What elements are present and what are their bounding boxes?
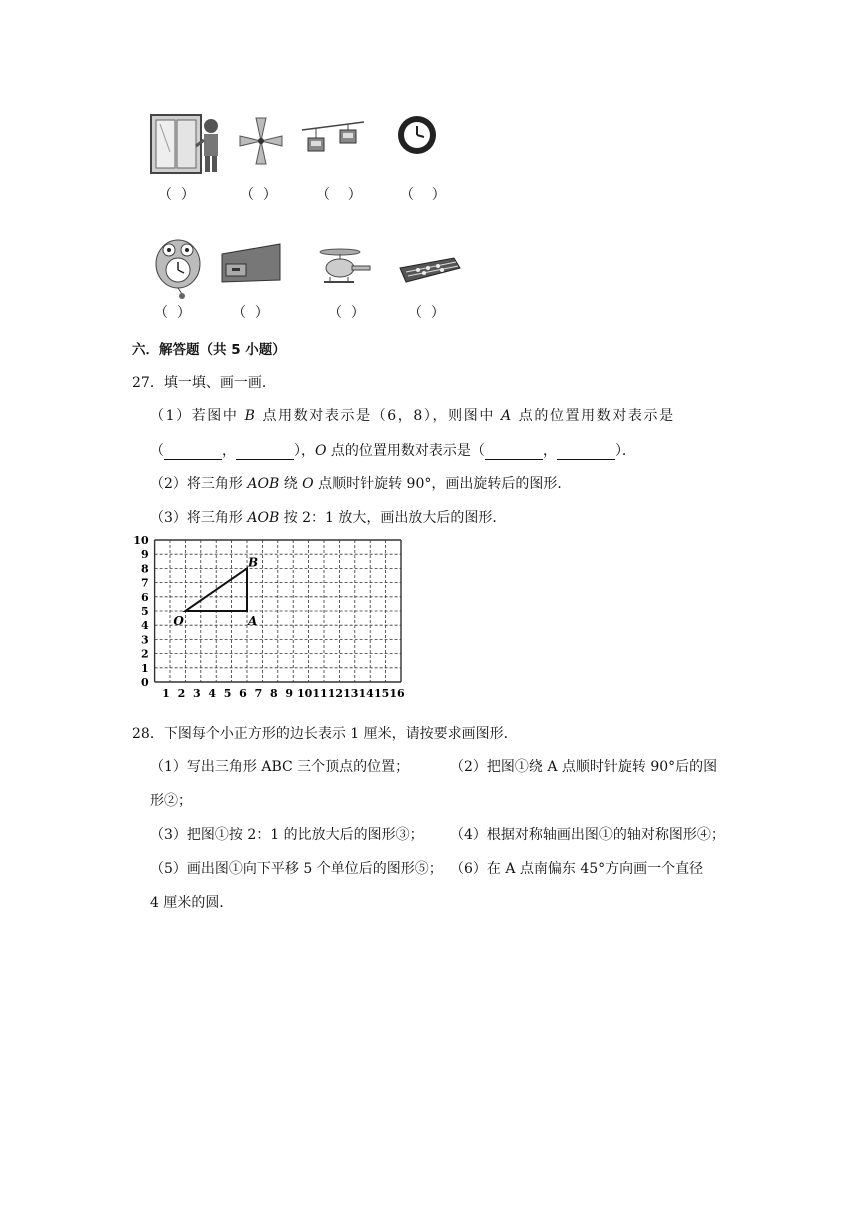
answer-paren: （ ） <box>408 305 445 321</box>
question-27-part2 <box>150 473 571 493</box>
text-span: ）， <box>294 443 315 459</box>
text-span: （1）若图中 <box>150 408 245 424</box>
windmill-icon <box>238 116 284 166</box>
abacus-icon <box>398 254 462 288</box>
answer-paren: （ ） <box>232 305 269 321</box>
text-span: ， <box>542 443 557 459</box>
answer-paren: （ ） <box>240 187 277 203</box>
x-tick-label: 11 <box>312 687 328 700</box>
x-tick-label: 9 <box>285 687 294 700</box>
question-27-part3 <box>150 507 506 527</box>
x-tick-label: 8 <box>269 687 278 700</box>
point-a-label: A <box>500 408 513 424</box>
x-tick-label: 4 <box>208 687 217 700</box>
x-tick-label: 16 <box>389 687 405 700</box>
answer-paren: （ ） <box>316 187 362 203</box>
y-tick-label: 6 <box>140 590 149 604</box>
y-tick-label: 9 <box>140 548 149 562</box>
y-tick-label: 1 <box>140 661 149 675</box>
y-tick-label: 3 <box>140 633 149 647</box>
text-span: （3）将三角形 <box>150 510 248 526</box>
text-span: （ <box>150 443 164 459</box>
drawer-icon <box>220 242 282 288</box>
question-28-part3: （3）把图①按 2：1 的比放大后的图形③； <box>150 827 424 843</box>
wall-clock-icon <box>396 114 438 156</box>
text-span: 点顺时针旋转 90°，画出旋转后的图形． <box>313 476 572 492</box>
question-28-title: 28．下图每个小正方形的边长表示 1 厘米，请按要求画图形． <box>132 726 518 742</box>
x-tick-label: 7 <box>254 687 263 700</box>
triangle-aob <box>185 568 247 611</box>
x-tick-label: 13 <box>343 687 359 700</box>
point-o-label: O <box>302 476 314 492</box>
x-tick-label: 6 <box>239 687 247 700</box>
x-tick-label: 2 <box>177 687 186 700</box>
text-span: ）． <box>614 443 636 459</box>
y-tick-label: 10 <box>133 534 149 547</box>
coordinate-grid <box>133 532 424 712</box>
y-tick-label: 7 <box>140 576 149 590</box>
cable-car-icon <box>300 116 366 156</box>
x-tick-label: 12 <box>327 687 344 700</box>
question-28-part4: （4）根据对称轴画出图①的轴对称图形④； <box>450 827 725 843</box>
question-28-part2-cont: 形②； <box>150 793 192 809</box>
y-tick-label: 0 <box>140 676 149 689</box>
answer-paren: （ ） <box>328 305 365 321</box>
x-tick-label: 1 <box>162 687 170 700</box>
answer-blank[interactable] <box>164 445 222 460</box>
window-opening-icon <box>148 112 226 178</box>
owl-pendulum-clock-icon <box>152 238 204 300</box>
helicopter-icon <box>318 246 376 288</box>
question-27-part1-line2 <box>150 440 636 460</box>
grid-marks <box>133 534 405 700</box>
text-span: 点的位置用数对表示是（ <box>326 443 485 459</box>
x-tick-label: 14 <box>358 687 374 700</box>
y-tick-label: 4 <box>140 619 149 633</box>
text-span: 点用数对表示是（6，8），则图中 <box>256 408 501 424</box>
point-a-label: A <box>248 614 258 628</box>
answer-paren: （ ） <box>400 187 446 203</box>
question-28-part1: （1）写出三角形 ABC 三个顶点的位置； <box>150 759 410 775</box>
question-28-part2: （2）把图①绕 A 点顺时针旋转 90°后的图 <box>450 759 718 775</box>
y-tick-label: 8 <box>140 562 149 576</box>
question-27-title: 27．填一填、画一画． <box>132 375 276 391</box>
text-span: 按 2：1 放大，画出放大后的图形． <box>279 510 507 526</box>
point-o-label: O <box>315 443 327 459</box>
y-tick-label: 5 <box>140 605 149 618</box>
triangle-label: AOB <box>247 476 280 492</box>
point-o-label: O <box>173 614 184 628</box>
x-tick-label: 15 <box>373 687 390 700</box>
text-span: （2）将三角形 <box>150 476 248 492</box>
question-28-part5: （5）画出图①向下平移 5 个单位后的图形⑤； <box>150 861 443 877</box>
y-tick-label: 2 <box>140 647 149 661</box>
answer-blank[interactable] <box>485 445 543 460</box>
x-tick-label: 3 <box>192 687 201 700</box>
section-heading: 六．解答题（共 5 小题） <box>132 342 286 358</box>
answer-blank[interactable] <box>236 445 294 460</box>
text-span: 绕 <box>279 476 303 492</box>
question-28-part6-cont: 4 厘米的圆． <box>150 895 234 911</box>
answer-paren: （ ） <box>154 305 191 321</box>
question-27-part1-line1 <box>150 405 730 425</box>
x-tick-label: 5 <box>223 687 232 700</box>
text-span: ， <box>222 443 236 459</box>
answer-blank[interactable] <box>557 445 615 460</box>
point-b-label: B <box>244 408 257 424</box>
x-tick-label: 10 <box>296 687 313 700</box>
triangle-label: AOB <box>247 510 280 526</box>
text-span: 点的位置用数对表示是 <box>512 408 675 424</box>
answer-paren: （ ） <box>158 187 195 203</box>
question-28-part6: （6）在 A 点南偏东 45°方向画一个直径 <box>450 861 704 877</box>
point-b-label: B <box>248 555 259 570</box>
